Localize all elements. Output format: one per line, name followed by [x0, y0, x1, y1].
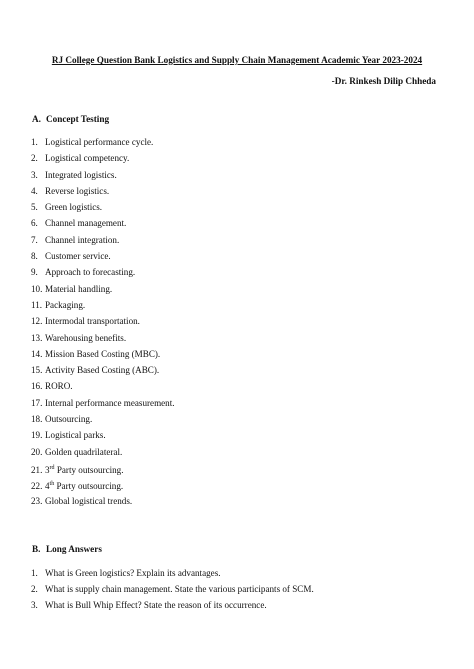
list-item-text: Mission Based Costing (MBC).	[45, 348, 161, 359]
list-item-text: Packaging.	[45, 299, 86, 310]
list-item-text: Customer service.	[45, 251, 111, 262]
list-item-text: Logistical competency.	[45, 153, 130, 164]
list-item-text: Integrated logistics.	[45, 169, 117, 180]
list-item	[31, 332, 175, 348]
list-item-number: 6.	[31, 218, 38, 229]
list-item-text: Material handling.	[45, 283, 113, 294]
list-item-number: 11.	[31, 299, 43, 310]
list-item-number: 9.	[31, 267, 38, 278]
list-item	[31, 478, 175, 494]
list-item	[31, 397, 175, 413]
list-item	[31, 234, 175, 250]
list-item	[31, 413, 175, 429]
list-item-text: 3	[45, 464, 50, 475]
list-item-text: Activity Based Costing (ABC).	[45, 365, 160, 376]
list-item-text: Approach to forecasting.	[45, 267, 136, 278]
list-item-number: 14.	[31, 348, 43, 359]
list-item-number: 10.	[31, 283, 43, 294]
list-item-number: 13.	[31, 332, 43, 343]
list-item-text: What is Green logistics? Explain its advantages.	[45, 568, 221, 578]
list-item-number: 1.	[31, 568, 38, 578]
list-item	[31, 185, 175, 201]
page-title: RJ College Question Bank Logistics and Supply Chain Management Academic Year 2023-2024	[51, 55, 423, 65]
list-item	[31, 495, 175, 511]
list-item-text: Channel management.	[45, 218, 127, 229]
ordinal-suffix: rd	[49, 464, 55, 471]
list-item-text: Logistical performance cycle.	[45, 137, 154, 147]
list-item-number: 21.	[31, 464, 43, 475]
section-a-heading	[32, 114, 109, 124]
concept-testing-list	[31, 136, 175, 511]
list-item-number: 2.	[31, 153, 38, 164]
list-item	[31, 380, 175, 396]
list-item-text: Global logistical trends.	[45, 495, 133, 506]
list-item-number: 4.	[31, 185, 38, 196]
list-item-number: 12.	[31, 316, 43, 327]
list-item-text: RORO.	[45, 381, 73, 392]
list-item-number: 19.	[31, 430, 43, 441]
list-item-text: Reverse logistics.	[45, 185, 110, 196]
list-item	[31, 583, 314, 599]
list-item-text: Logistical parks.	[45, 430, 106, 441]
list-item	[31, 567, 314, 583]
list-item-text: Intermodal transportation.	[45, 316, 140, 327]
list-item-text: 4	[45, 481, 50, 492]
list-item-number: 8.	[31, 251, 38, 262]
list-item-number: 22.	[31, 481, 43, 492]
list-item	[31, 315, 175, 331]
list-item	[31, 429, 175, 445]
list-item	[31, 136, 175, 152]
list-item	[31, 266, 175, 282]
list-item	[31, 446, 175, 462]
list-item-text: Golden quadrilateral.	[45, 446, 123, 457]
list-item	[31, 364, 175, 380]
list-item-number: 17.	[31, 397, 43, 408]
section-a-letter: A.	[32, 114, 41, 124]
list-item-text: Outsourcing.	[45, 414, 93, 425]
list-item	[31, 299, 175, 315]
list-item	[31, 283, 175, 299]
list-item-text: Warehousing benefits.	[45, 332, 127, 343]
list-item-text: Channel integration.	[45, 234, 120, 245]
list-item	[31, 462, 175, 478]
list-item-number: 5.	[31, 202, 38, 213]
list-item	[31, 201, 175, 217]
ordinal-suffix: th	[49, 481, 55, 488]
list-item-number: 3.	[31, 600, 38, 611]
list-item-text-rest: Party outsourcing.	[54, 464, 124, 475]
section-b-title: Long Answers	[46, 544, 102, 554]
list-item-text: What is Bull Whip Effect? State the reason of its occurrence.	[45, 600, 267, 611]
list-item-number: 16.	[31, 381, 43, 392]
section-a-title: Concept Testing	[46, 114, 110, 124]
list-item	[31, 217, 175, 233]
author-line: -Dr. Rinkesh Dilip Chheda	[331, 76, 436, 86]
list-item-text: What is supply chain management. State the various participants of SCM.	[45, 584, 314, 595]
section-b-heading	[32, 544, 102, 554]
long-answers-list	[31, 567, 314, 616]
list-item-text: Green logistics.	[45, 202, 103, 213]
list-item-number: 20.	[31, 446, 43, 457]
list-item	[31, 348, 175, 364]
section-b-letter: B.	[32, 544, 41, 554]
list-item-text: Internal performance measurement.	[45, 397, 175, 408]
list-item	[31, 599, 314, 615]
list-item-text-rest: Party outsourcing.	[54, 481, 124, 492]
list-item-number: 23.	[31, 495, 43, 506]
list-item-number: 15.	[31, 365, 43, 376]
list-item	[31, 250, 175, 266]
list-item-number: 3.	[31, 169, 38, 180]
list-item-number: 18.	[31, 414, 43, 425]
list-item-number: 7.	[31, 234, 38, 245]
list-item	[31, 152, 175, 168]
list-item	[31, 169, 175, 185]
list-item-number: 2.	[31, 584, 38, 595]
list-item-number: 1.	[31, 137, 38, 147]
